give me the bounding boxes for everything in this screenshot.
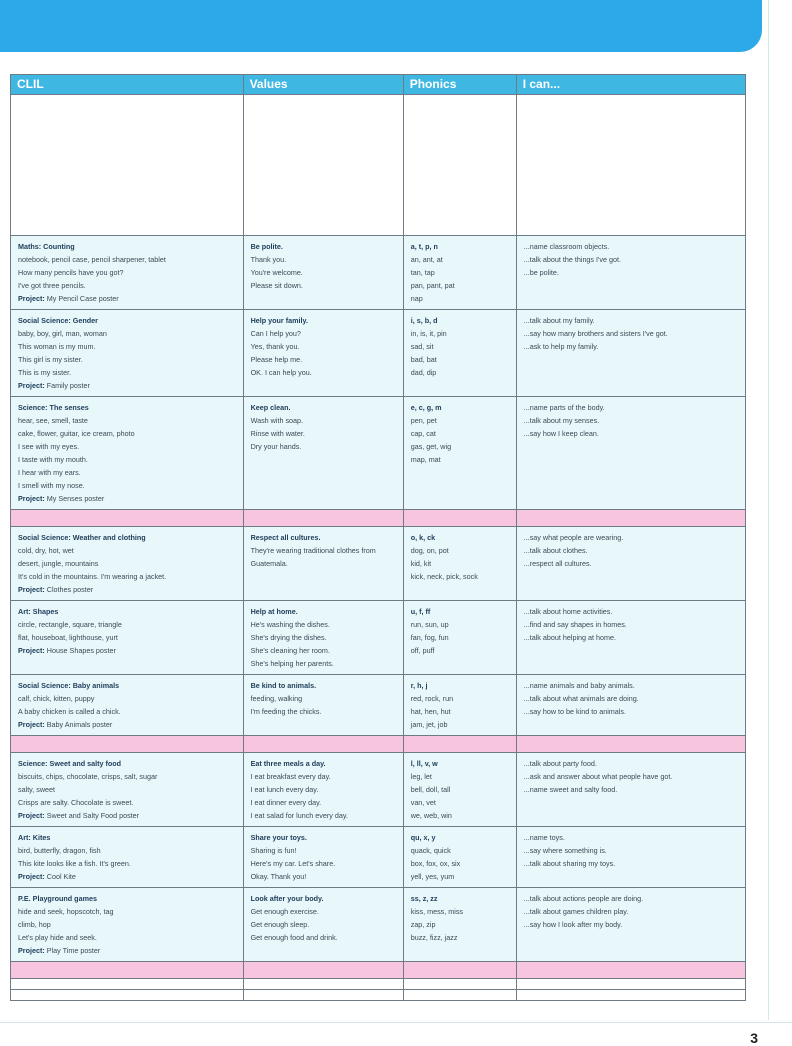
cell-line: Yes, thank you. [250, 342, 300, 351]
cell-values [243, 675, 403, 736]
cell-values [243, 753, 403, 827]
cell-line: flat, houseboat, lighthouse, yurt [18, 633, 118, 642]
cell-line: ...be polite. [523, 268, 559, 277]
cell-line: salty, sweet [18, 785, 56, 794]
cell-ican [516, 397, 745, 510]
cell-line: ...talk about actions people are doing. [523, 894, 644, 903]
cell-line: biscuits, chips, chocolate, crisps, salt, sugar [18, 772, 158, 781]
project-line [18, 492, 236, 505]
cell-clil [11, 310, 244, 397]
cell-line: ...name parts of the body. [523, 403, 605, 412]
cell-ican [516, 527, 745, 601]
cell-line: This girl is my sister. [18, 355, 83, 364]
cell-line: Dry your hands. [250, 442, 302, 451]
scope-and-sequence-table [10, 74, 746, 1001]
cell-title: ss, z, zz [410, 894, 438, 903]
review-separator-row [11, 962, 746, 979]
review-separator-row [11, 510, 746, 527]
project-name: Sweet and Salty Food poster [46, 811, 140, 820]
page-edge-line [768, 0, 769, 1020]
cell-title: Eat three meals a day. [250, 759, 326, 768]
cell-line: Get enough food and drink. [250, 933, 338, 942]
project-name: House Shapes poster [46, 646, 116, 655]
cell-line: baby, boy, girl, man, woman [18, 329, 107, 338]
review-separator-row [11, 736, 746, 753]
cell-line: ...name animals and baby animals. [523, 681, 635, 690]
project-label: Project: [18, 381, 45, 390]
cell-title: u, f, ff [410, 607, 431, 616]
project-line [18, 644, 236, 657]
cell-line: Get enough sleep. [250, 920, 310, 929]
header-clil: CLIL [11, 75, 244, 95]
cell-title: Help at home. [250, 607, 298, 616]
project-name: My Senses poster [46, 494, 105, 503]
cell-clil [11, 675, 244, 736]
header-values: Values [243, 75, 403, 95]
cell-line: ...say how many brothers and sisters I've got. [523, 329, 668, 338]
cell-line: Can I help you? [250, 329, 301, 338]
cell-line: ...name classroom objects. [523, 242, 610, 251]
top-banner [0, 0, 762, 52]
cell-title: Art: Kites [18, 833, 51, 842]
project-line [18, 583, 236, 596]
cell-line: hide and seek, hopscotch, tag [18, 907, 114, 916]
cell-line: Rinse with water. [250, 429, 305, 438]
project-label: Project: [18, 720, 45, 729]
cell-line: Let's play hide and seek. [18, 933, 97, 942]
cell-line: It's cold in the mountains. I'm wearing a jacket. [18, 572, 167, 581]
cell-line: ...talk about party food. [523, 759, 597, 768]
cell-line: red, rock, run [410, 694, 454, 703]
cell-line: ...talk about my family. [523, 316, 595, 325]
cell-title: P.E. Playground games [18, 894, 97, 903]
cell-line: Get enough exercise. [250, 907, 319, 916]
cell-line: jam, jet, job [410, 720, 448, 729]
cell-title: r, h, j [410, 681, 428, 690]
cell-line: ...say what people are wearing. [523, 533, 624, 542]
cell-phonics [403, 827, 516, 888]
cell-line: ...talk about clothes. [523, 546, 588, 555]
cell-line: I eat salad for lunch every day. [250, 811, 348, 820]
cell-line: ...talk about what animals are doing. [523, 694, 639, 703]
cell-line: This kite looks like a fish. It's green. [18, 859, 131, 868]
blank-row [11, 990, 746, 1001]
project-line [18, 870, 236, 883]
cell-ican [516, 236, 745, 310]
cell-values [243, 601, 403, 675]
cell-line: Thank you. [250, 255, 287, 264]
cell-clil [11, 888, 244, 962]
page-bottom-line [0, 1022, 792, 1023]
project-name: My Pencil Case poster [46, 294, 119, 303]
cell-title: Look after your body. [250, 894, 324, 903]
cell-line: kid, kit [410, 559, 432, 568]
cell-line: run, sun, up [410, 620, 449, 629]
table-row [11, 527, 746, 601]
table-row [11, 601, 746, 675]
project-line [18, 809, 236, 822]
project-line [18, 292, 236, 305]
cell-line: ...name toys. [523, 833, 565, 842]
cell-clil [11, 236, 244, 310]
cell-line: leg, let [410, 772, 432, 781]
cell-line: Please help me. [250, 355, 303, 364]
table-row [11, 827, 746, 888]
project-label: Project: [18, 946, 45, 955]
cell-clil [11, 827, 244, 888]
cell-line: She's helping her parents. [250, 659, 334, 668]
project-label: Project: [18, 494, 45, 503]
cell-line: ...find and say shapes in homes. [523, 620, 627, 629]
cell-line: ...talk about the things I've got. [523, 255, 621, 264]
project-label: Project: [18, 811, 45, 820]
cell-line: I eat lunch every day. [250, 785, 319, 794]
project-name: Family poster [46, 381, 90, 390]
cell-title: Share your toys. [250, 833, 307, 842]
header-i-can: I can... [516, 75, 745, 95]
cell-line: A baby chicken is called a chick. [18, 707, 121, 716]
project-name: Baby Animals poster [46, 720, 113, 729]
cell-clil [11, 601, 244, 675]
project-name: Play Time poster [46, 946, 101, 955]
cell-line: zap, zip [410, 920, 436, 929]
cell-line: tan, tap [410, 268, 435, 277]
cell-ican [516, 888, 745, 962]
cell-line: calf, chick, kitten, puppy [18, 694, 95, 703]
cell-line: I'm feeding the chicks. [250, 707, 322, 716]
cell-ican [516, 601, 745, 675]
cell-title: qu, x, y [410, 833, 436, 842]
cell-line: ...say how I keep clean. [523, 429, 599, 438]
cell-line: kick, neck, pick, sock [410, 572, 478, 581]
cell-title: Social Science: Weather and clothing [18, 533, 146, 542]
cell-line: an, ant, at [410, 255, 443, 264]
cell-ican [516, 827, 745, 888]
cell-line: ...talk about games children play. [523, 907, 629, 916]
cell-line: buzz, fizz, jazz [410, 933, 458, 942]
cell-phonics [403, 675, 516, 736]
cell-title: l, ll, v, w [410, 759, 438, 768]
cell-line: She's drying the dishes. [250, 633, 327, 642]
cell-phonics [403, 236, 516, 310]
cell-line: Please sit down. [250, 281, 303, 290]
project-line [18, 379, 236, 392]
cell-title: Art: Shapes [18, 607, 59, 616]
cell-line: I eat breakfast every day. [250, 772, 331, 781]
cell-line: ...say where something is. [523, 846, 607, 855]
cell-line: He's washing the dishes. [250, 620, 330, 629]
cell-line: hear, see, smell, taste [18, 416, 88, 425]
cell-phonics [403, 601, 516, 675]
cell-line: quack, quick [410, 846, 451, 855]
cell-values [243, 397, 403, 510]
cell-title: Social Science: Gender [18, 316, 98, 325]
cell-title: Science: Sweet and salty food [18, 759, 122, 768]
cell-title: Help your family. [250, 316, 308, 325]
cell-line: bad, bat [410, 355, 437, 364]
cell-line: ...talk about home activities. [523, 607, 613, 616]
table-header-row [11, 75, 746, 95]
cell-values [243, 527, 403, 601]
cell-title: Social Science: Baby animals [18, 681, 120, 690]
cell-line: desert, jungle, mountains [18, 559, 99, 568]
cell-title: a, t, p, n [410, 242, 438, 251]
cell-title: Respect all cultures. [250, 533, 321, 542]
cell-line: bell, doll, tall [410, 785, 451, 794]
cell-line: You're welcome. [250, 268, 303, 277]
cell-line: OK. I can help you. [250, 368, 312, 377]
cell-title: Maths: Counting [18, 242, 75, 251]
cell-title: o, k, ck [410, 533, 436, 542]
cell-line: ...say how to be kind to animals. [523, 707, 626, 716]
table-row [11, 753, 746, 827]
cell-line: I've got three pencils. [18, 281, 86, 290]
cell-title: Science: The senses [18, 403, 89, 412]
cell-line: we, web, win [410, 811, 452, 820]
cell-line: cap, cat [410, 429, 436, 438]
cell-title: e, c, g, m [410, 403, 442, 412]
cell-line: ...name sweet and salty food. [523, 785, 618, 794]
cell-line: pan, pant, pat [410, 281, 455, 290]
table-row [11, 236, 746, 310]
cell-values [243, 236, 403, 310]
cell-line: van, vet [410, 798, 436, 807]
cell-line: circle, rectangle, square, triangle [18, 620, 122, 629]
cell-line: dad, dip [410, 368, 437, 377]
cell-line: This is my sister. [18, 368, 72, 377]
cell-phonics [403, 397, 516, 510]
cell-line: They're wearing traditional clothes from Guatemala. [250, 546, 376, 568]
cell-line: off, puff [410, 646, 435, 655]
cell-line: map, mat [410, 455, 441, 464]
cell-line: Wash with soap. [250, 416, 304, 425]
cell-line: I see with my eyes. [18, 442, 80, 451]
cell-phonics [403, 310, 516, 397]
cell-line: feeding, walking [250, 694, 303, 703]
cell-clil [11, 753, 244, 827]
table-row [11, 888, 746, 962]
table-row [11, 397, 746, 510]
blank-row [11, 979, 746, 990]
cell-line: climb, hop [18, 920, 51, 929]
cell-line: This woman is my mum. [18, 342, 96, 351]
cell-title: Be polite. [250, 242, 283, 251]
cell-line: sad, sit [410, 342, 434, 351]
header-phonics: Phonics [403, 75, 516, 95]
cell-phonics [403, 888, 516, 962]
cell-line: ...ask and answer about what people have got. [523, 772, 673, 781]
cell-phonics [403, 753, 516, 827]
cell-line: I taste with my mouth. [18, 455, 88, 464]
project-name: Cool Kite [46, 872, 76, 881]
cell-clil [11, 397, 244, 510]
cell-line: ...talk about sharing my toys. [523, 859, 616, 868]
cell-line: Okay. Thank you! [250, 872, 307, 881]
cell-values [243, 888, 403, 962]
cell-line: ...talk about helping at home. [523, 633, 617, 642]
cell-line: gas, get, wig [410, 442, 452, 451]
project-label: Project: [18, 585, 45, 594]
cell-ican [516, 675, 745, 736]
cell-line: in, is, it, pin [410, 329, 447, 338]
cell-title: Be kind to animals. [250, 681, 317, 690]
project-name: Clothes poster [46, 585, 94, 594]
project-label: Project: [18, 646, 45, 655]
cell-clil [11, 527, 244, 601]
cell-line: Sharing is fun! [250, 846, 297, 855]
cell-line: cold, dry, hot, wet [18, 546, 74, 555]
cell-line: box, fox, ox, six [410, 859, 461, 868]
blank-row [11, 95, 746, 236]
cell-ican [516, 310, 745, 397]
cell-line: pen, pet [410, 416, 437, 425]
cell-line: ...talk about my senses. [523, 416, 600, 425]
cell-phonics [403, 527, 516, 601]
cell-line: yell, yes, yum [410, 872, 455, 881]
cell-line: fan, fog, fun [410, 633, 449, 642]
table-row [11, 310, 746, 397]
cell-line: kiss, mess, miss [410, 907, 464, 916]
cell-line: Here's my car. Let's share. [250, 859, 336, 868]
cell-title: Keep clean. [250, 403, 291, 412]
cell-line: dog, on, pot [410, 546, 449, 555]
cell-line: I smell with my nose. [18, 481, 85, 490]
cell-line: nap [410, 294, 423, 303]
cell-line: ...respect all cultures. [523, 559, 592, 568]
cell-line: bird, butterfly, dragon, fish [18, 846, 101, 855]
cell-line: ...ask to help my family. [523, 342, 599, 351]
cell-line: She's cleaning her room. [250, 646, 330, 655]
project-label: Project: [18, 872, 45, 881]
table-row [11, 675, 746, 736]
cell-line: Crisps are salty. Chocolate is sweet. [18, 798, 134, 807]
cell-values [243, 310, 403, 397]
project-line [18, 718, 236, 731]
cell-line: I eat dinner every day. [250, 798, 322, 807]
cell-line: cake, flower, guitar, ice cream, photo [18, 429, 135, 438]
cell-line: hat, hen, hut [410, 707, 451, 716]
cell-line: notebook, pencil case, pencil sharpener, tablet [18, 255, 166, 264]
cell-ican [516, 753, 745, 827]
cell-line: How many pencils have you got? [18, 268, 124, 277]
page-number: 3 [750, 1030, 758, 1046]
project-label: Project: [18, 294, 45, 303]
cell-title: i, s, b, d [410, 316, 438, 325]
cell-values [243, 827, 403, 888]
cell-line: ...say how I look after my body. [523, 920, 623, 929]
project-line [18, 944, 236, 957]
cell-line: I hear with my ears. [18, 468, 81, 477]
